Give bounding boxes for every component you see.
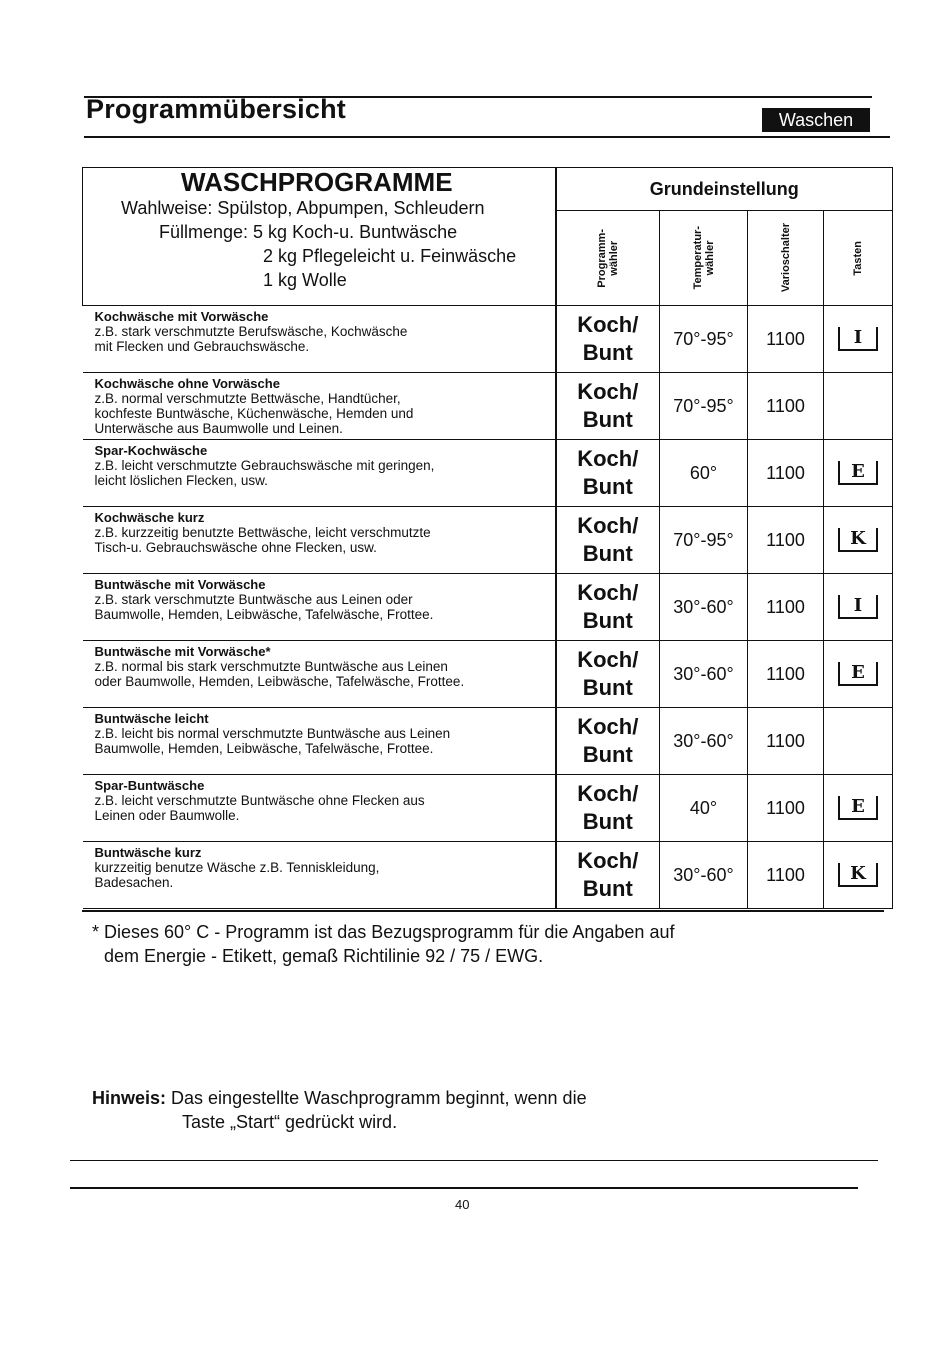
selector-line: Koch/	[577, 513, 639, 538]
section-badge: Waschen	[762, 108, 870, 132]
selector-line: Koch/	[577, 379, 639, 404]
program-desc-line: kurzzeitig benutze Wäsche z.B. Tenniskleidung,	[94, 860, 380, 875]
selector-line: Koch/	[577, 848, 639, 873]
program-desc-line: mit Flecken und Gebrauchswäsche.	[94, 339, 310, 354]
program-row	[83, 440, 893, 507]
key-symbol: I	[838, 327, 878, 351]
program-name: Kochwäsche mit Vorwäsche	[94, 309, 269, 324]
selector-line: Koch/	[577, 714, 639, 739]
footer-rule	[70, 1187, 858, 1189]
selector-line: Bunt	[582, 541, 633, 566]
selector-line: Bunt	[582, 675, 633, 700]
intro-line: Wahlweise: Spülstop, Abpumpen, Schleudern	[121, 198, 485, 218]
vario-value: 1100	[748, 775, 824, 842]
vario-value: 1100	[748, 574, 824, 641]
program-desc-line: kochfeste Buntwäsche, Küchenwäsche, Hemden und	[94, 406, 414, 421]
column-header-temperaturwaehler: Temperatur- wähler	[660, 211, 748, 306]
temperature-value: 30°-60°	[660, 574, 748, 641]
program-name: Kochwäsche ohne Vorwäsche	[94, 376, 280, 391]
temperature-value: 30°-60°	[660, 708, 748, 775]
column-header-programmwaehler: Programm- wähler	[556, 211, 660, 306]
intro-line: Füllmenge: 5 kg Koch-u. Buntwäsche	[159, 222, 458, 242]
program-desc-line: Unterwäsche aus Baumwolle und Leinen.	[94, 421, 343, 436]
temperature-value: 70°-95°	[660, 373, 748, 440]
vario-value: 1100	[748, 440, 824, 507]
programs-intro	[83, 168, 556, 306]
selector-line: Bunt	[582, 876, 633, 901]
key-cell	[824, 641, 893, 708]
program-desc-line: z.B. stark verschmutzte Berufswäsche, Kochwäsche	[94, 324, 408, 339]
program-desc-line: leicht löslichen Flecken, usw.	[94, 473, 268, 488]
program-description	[83, 775, 556, 842]
key-symbol: E	[838, 461, 878, 485]
program-desc-line: Badesachen.	[94, 875, 174, 890]
key-cell	[824, 775, 893, 842]
footnote-line: * Dieses 60° C - Programm ist das Bezugsprogramm für die Angaben auf	[92, 922, 675, 942]
program-desc-line: Leinen oder Baumwolle.	[94, 808, 240, 823]
program-selector-value	[556, 775, 660, 842]
key-symbol: K	[838, 863, 878, 887]
selector-line: Koch/	[577, 580, 639, 605]
selector-line: Bunt	[582, 809, 633, 834]
program-row	[83, 775, 893, 842]
vario-value: 1100	[748, 373, 824, 440]
selector-line: Bunt	[582, 407, 633, 432]
program-name: Kochwäsche kurz	[94, 510, 205, 525]
program-desc-line: z.B. leicht bis normal verschmutzte Buntwäsche aus Leinen	[94, 726, 451, 741]
intro-line: 1 kg Wolle	[263, 270, 347, 290]
key-symbol: E	[838, 662, 878, 686]
program-row	[83, 708, 893, 775]
selector-line: Koch/	[577, 781, 639, 806]
program-desc-line: z.B. normal verschmutzte Bettwäsche, Handtücher,	[94, 391, 401, 406]
key-symbol: I	[838, 595, 878, 619]
program-name: Buntwäsche mit Vorwäsche*	[94, 644, 271, 659]
program-row	[83, 842, 893, 909]
page-number: 40	[455, 1197, 470, 1212]
program-desc-line: Baumwolle, Hemden, Leibwäsche, Tafelwäsche, Frottee.	[94, 607, 434, 622]
key-cell	[824, 440, 893, 507]
column-header-tasten: Tasten	[824, 211, 893, 306]
program-description	[83, 842, 556, 909]
program-description	[83, 373, 556, 440]
program-row	[83, 574, 893, 641]
column-header-varioschalter: Varioschalter	[748, 211, 824, 306]
programs-intro-title: WASCHPROGRAMME	[181, 167, 453, 197]
intro-line: 2 kg Pflegeleicht u. Feinwäsche	[263, 246, 517, 266]
hint-text: Das eingestellte Waschprogramm beginnt, wenn die	[171, 1088, 587, 1108]
program-desc-line: z.B. normal bis stark verschmutzte Buntwäsche aus Leinen	[94, 659, 448, 674]
footer-rule	[70, 1160, 878, 1161]
program-description	[83, 507, 556, 574]
program-row	[83, 306, 893, 373]
selector-line: Koch/	[577, 647, 639, 672]
temperature-value: 70°-95°	[660, 306, 748, 373]
program-desc-line: Tisch-u. Gebrauchswäsche ohne Flecken, usw.	[94, 540, 377, 555]
selector-line: Bunt	[582, 742, 633, 767]
program-desc-line: z.B. leicht verschmutzte Gebrauchswäsche mit geringen,	[94, 458, 435, 473]
program-name: Buntwäsche mit Vorwäsche	[94, 577, 266, 592]
footnote	[92, 920, 674, 968]
program-selector-value	[556, 842, 660, 909]
key-cell	[824, 574, 893, 641]
program-selector-value	[556, 507, 660, 574]
table-bottom-rule	[82, 910, 884, 912]
program-description	[83, 708, 556, 775]
vario-value: 1100	[748, 641, 824, 708]
program-name: Buntwäsche leicht	[94, 711, 209, 726]
program-desc-line: Baumwolle, Hemden, Leibwäsche, Tafelwäsche, Frottee.	[94, 741, 434, 756]
program-description	[83, 306, 556, 373]
selector-line: Bunt	[582, 474, 633, 499]
program-name: Spar-Buntwäsche	[94, 778, 205, 793]
key-cell	[824, 842, 893, 909]
key-cell	[824, 708, 893, 775]
hint-text: Taste „Start“ gedrückt wird.	[182, 1112, 398, 1132]
selector-line: Bunt	[582, 340, 633, 365]
program-table	[82, 167, 893, 909]
key-cell	[824, 306, 893, 373]
temperature-value: 40°	[660, 775, 748, 842]
page-title: Programmübersicht	[86, 94, 346, 124]
settings-header: Grundeinstellung	[556, 168, 893, 211]
program-selector-value	[556, 641, 660, 708]
temperature-value: 30°-60°	[660, 842, 748, 909]
footnote-line: dem Energie - Etikett, gemaß Richtilinie 92 / 75 / EWG.	[104, 946, 544, 966]
selector-line: Bunt	[582, 608, 633, 633]
vario-value: 1100	[748, 708, 824, 775]
vario-value: 1100	[748, 842, 824, 909]
program-selector-value	[556, 708, 660, 775]
program-desc-line: z.B. stark verschmutzte Buntwäsche aus Leinen oder	[94, 592, 413, 607]
program-rows	[83, 306, 893, 909]
program-row	[83, 373, 893, 440]
program-description	[83, 440, 556, 507]
selector-line: Koch/	[577, 446, 639, 471]
vario-value: 1100	[748, 507, 824, 574]
temperature-value: 70°-95°	[660, 507, 748, 574]
key-symbol: E	[838, 796, 878, 820]
program-selector-value	[556, 306, 660, 373]
selector-line: Koch/	[577, 312, 639, 337]
key-cell	[824, 373, 893, 440]
program-row	[83, 507, 893, 574]
temperature-value: 60°	[660, 440, 748, 507]
key-symbol: K	[838, 528, 878, 552]
program-name: Spar-Kochwäsche	[94, 443, 208, 458]
program-selector-value	[556, 373, 660, 440]
program-desc-line: oder Baumwolle, Hemden, Leibwäsche, Tafelwäsche, Frottee.	[94, 674, 465, 689]
program-selector-value	[556, 574, 660, 641]
vario-value: 1100	[748, 306, 824, 373]
header-rule	[84, 136, 890, 138]
program-description	[83, 641, 556, 708]
program-selector-value	[556, 440, 660, 507]
key-cell	[824, 507, 893, 574]
hint-label: Hinweis:	[92, 1088, 167, 1108]
program-name: Buntwäsche kurz	[94, 845, 202, 860]
program-desc-line: z.B. leicht verschmutzte Buntwäsche ohne Flecken aus	[94, 793, 425, 808]
program-description	[83, 574, 556, 641]
program-row	[83, 641, 893, 708]
temperature-value: 30°-60°	[660, 641, 748, 708]
hint-note	[92, 1086, 587, 1134]
program-desc-line: z.B. kurzzeitig benutzte Bettwäsche, leicht verschmutzte	[94, 525, 431, 540]
